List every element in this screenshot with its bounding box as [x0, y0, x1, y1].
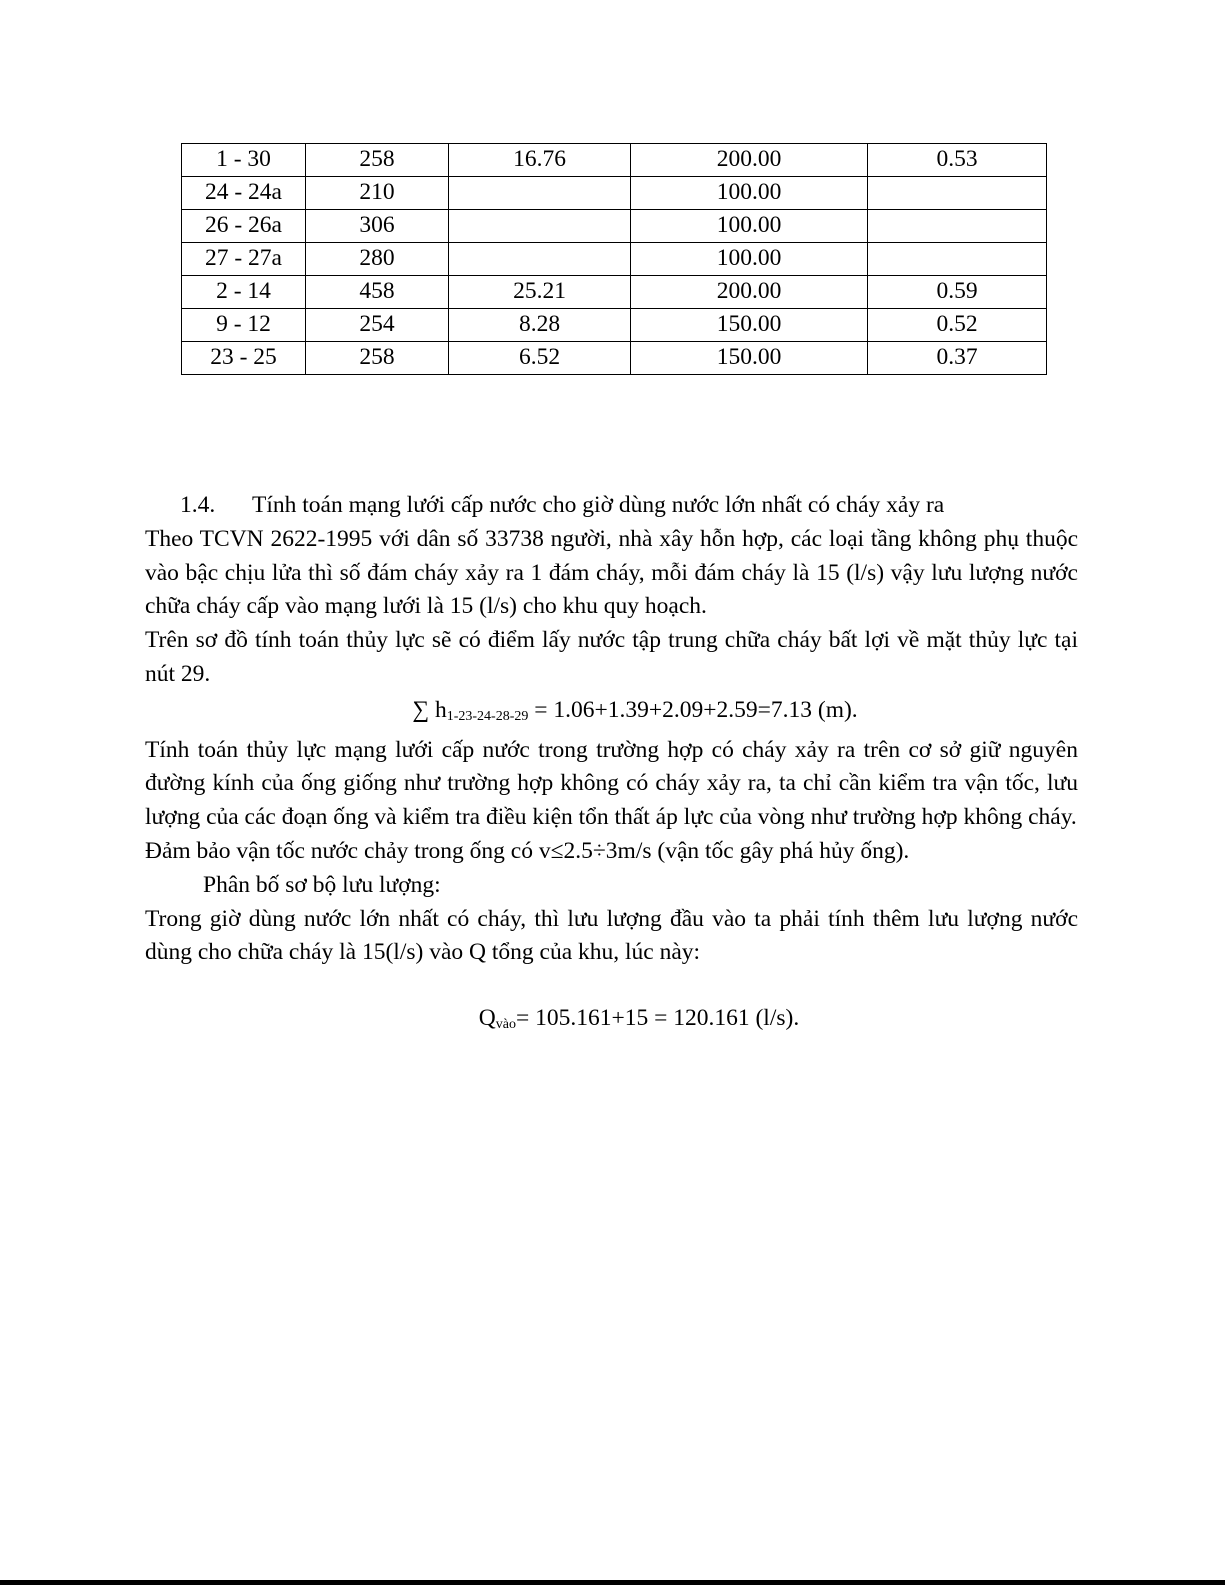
formula2-rest: = 105.161+15 = 120.161 (l/s).	[515, 1005, 800, 1032]
table-cell: 200.00	[631, 276, 868, 309]
table-cell: 0.59	[868, 276, 1047, 309]
table-cell: 9 - 12	[182, 309, 306, 342]
paragraph-peak-hour: Trong giờ dùng nước lớn nhất có cháy, thì lưu lượng đầu vào ta phải tính thêm lưu lượng nước dùng cho chữa cháy là 15(l/s) vào Q tổng của khu, lúc này:	[145, 905, 1078, 966]
paragraph-velocity: Đảm bảo vận tốc nước chảy trong ống có v≤2.5÷3m/s (vận tốc gây phá hủy ống).	[145, 837, 910, 864]
table-cell: 210	[306, 177, 449, 210]
table-row	[182, 309, 1047, 342]
pipe-table	[181, 143, 1047, 375]
table-cell: 100.00	[631, 177, 868, 210]
table-cell: 0.37	[868, 342, 1047, 375]
table-row	[182, 276, 1047, 309]
table-cell: 254	[306, 309, 449, 342]
table-cell: 0.53	[868, 144, 1047, 177]
section-heading	[145, 489, 1078, 523]
table-row	[182, 210, 1047, 243]
paragraph-hydraulic-check: Tính toán thủy lực mạng lưới cấp nước trong trường hợp có cháy xảy ra trên cơ sở giữ nguyên đường kính của ống giống như trường hợp không có cháy xảy ra, ta chỉ cần kiểm tra vận tốc, lưu lượng của các đoạn ống và kiểm tra điều kiện tổn thất áp lực của vòng như trường hợp không cháy.	[145, 736, 1078, 831]
table-cell: 280	[306, 243, 449, 276]
table-row	[182, 144, 1047, 177]
table-row	[182, 243, 1047, 276]
table-cell: 26 - 26a	[182, 210, 306, 243]
table-cell	[449, 177, 631, 210]
table-cell: 100.00	[631, 243, 868, 276]
table-cell: 25.21	[449, 276, 631, 309]
table-cell: 2 - 14	[182, 276, 306, 309]
paragraph-flow-distribution: Phân bố sơ bộ lưu lượng:	[203, 871, 441, 898]
paragraph-fire-standard: Theo TCVN 2622-1995 với dân số 33738 người, nhà xây hỗn hợp, các loại tầng không phụ thuộc vào bậc chịu lửa thì số đám cháy xảy ra 1 đám cháy, mỗi đám cháy là 15 (l/s) vậy lưu lượng nước chữa cháy cấp vào mạng lưới là 15 (l/s) cho khu quy hoạch.	[145, 525, 1078, 620]
formula2-subscript: vào	[495, 1017, 516, 1033]
bottom-border	[0, 1580, 1225, 1585]
table-row	[182, 177, 1047, 210]
table-cell	[868, 177, 1047, 210]
table-cell: 27 - 27a	[182, 243, 306, 276]
table-cell: 6.52	[449, 342, 631, 375]
table-cell: 0.52	[868, 309, 1047, 342]
formula1-rest: = 1.06+1.39+2.09+2.59=7.13 (m).	[528, 696, 858, 723]
table-cell: 200.00	[631, 144, 868, 177]
section-number: 1.4.	[180, 492, 216, 518]
table-cell	[868, 210, 1047, 243]
table-cell: 150.00	[631, 342, 868, 375]
section-title: Tính toán mạng lưới cấp nước cho giờ dùng nước lớn nhất có cháy xảy ra	[252, 492, 945, 518]
table-cell: 16.76	[449, 144, 631, 177]
table-cell	[449, 210, 631, 243]
head-loss-formula	[145, 694, 1078, 734]
table-cell: 8.28	[449, 309, 631, 342]
table-cell: 258	[306, 144, 449, 177]
table-cell: 306	[306, 210, 449, 243]
table-cell	[449, 243, 631, 276]
table-cell: 100.00	[631, 210, 868, 243]
formula1-prefix: ∑ h	[412, 696, 447, 723]
paragraph-fire-node: Trên sơ đồ tính toán thủy lực sẽ có điểm lấy nước tập trung chữa cháy bất lợi về mặt thủy lực tại nút 29.	[145, 627, 1078, 687]
table-cell	[868, 243, 1047, 276]
inflow-formula	[145, 1002, 1078, 1042]
table-row	[182, 342, 1047, 375]
body-text	[145, 489, 1078, 1042]
table-cell: 23 - 25	[182, 342, 306, 375]
formula1-subscript: 1-23-24-28-29	[446, 708, 529, 724]
table-cell: 458	[306, 276, 449, 309]
table-cell: 150.00	[631, 309, 868, 342]
table-cell: 1 - 30	[182, 144, 306, 177]
formula2-prefix: Q	[478, 1005, 496, 1032]
pipe-table-body	[182, 144, 1047, 375]
table-cell: 258	[306, 342, 449, 375]
table-cell: 24 - 24a	[182, 177, 306, 210]
